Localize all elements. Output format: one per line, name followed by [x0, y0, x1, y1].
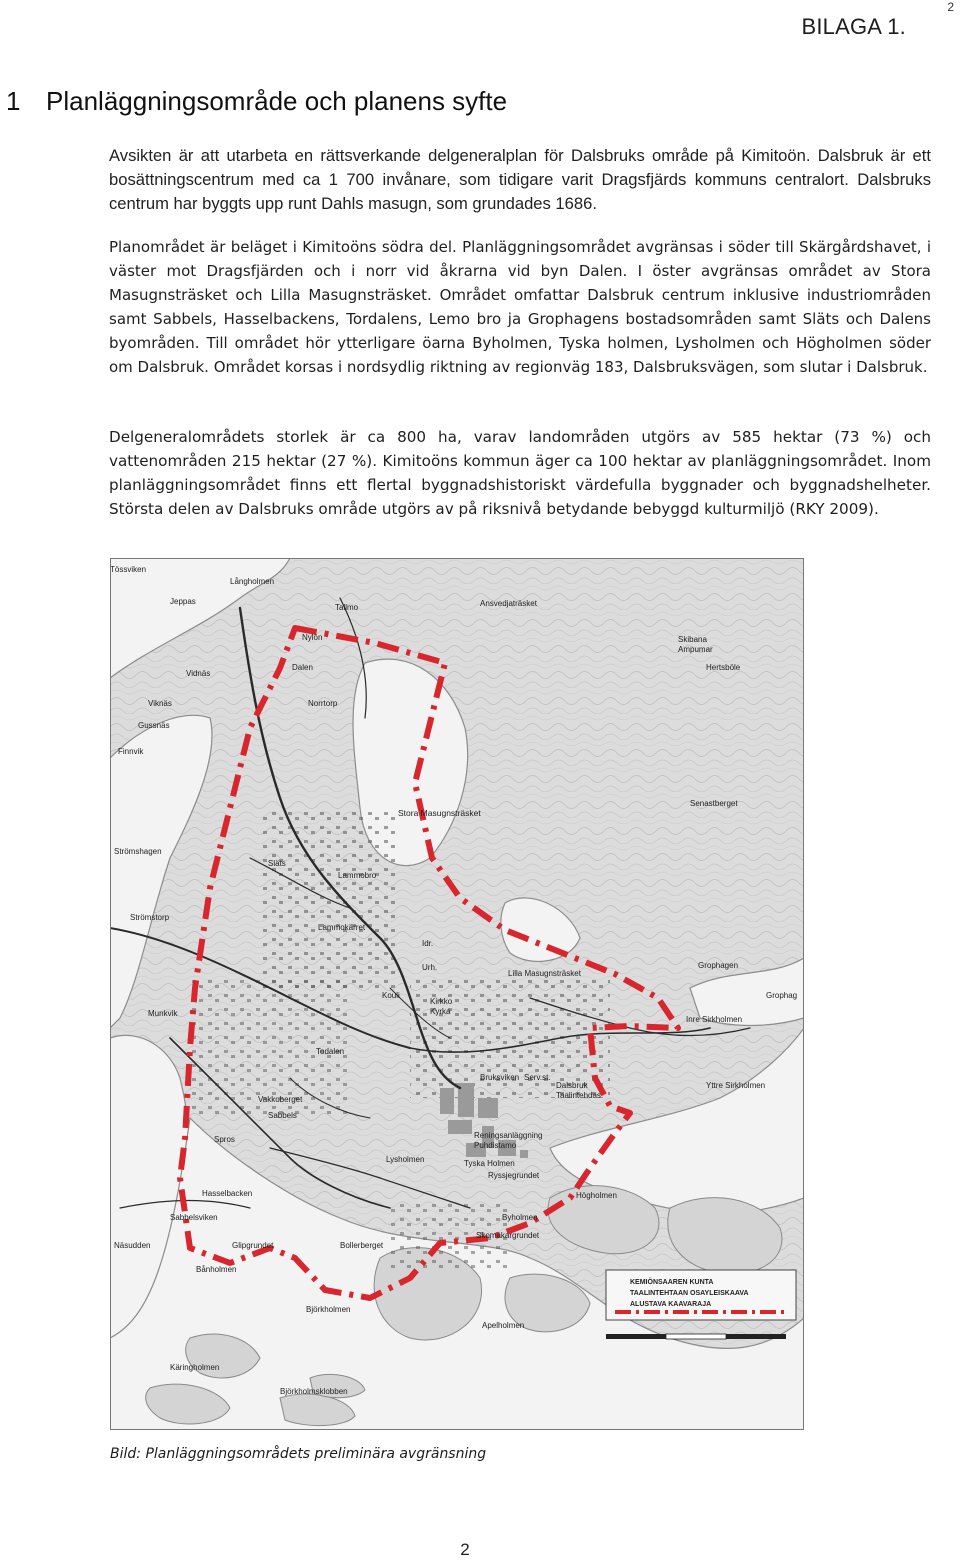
label-tallmo: Tallmo: [335, 603, 359, 612]
label-stora-masugnstrasket: Stora Masugnsträsket: [398, 808, 481, 818]
label-grophagen: Grophagen: [698, 961, 739, 970]
label-stromshagen: Strömshagen: [114, 847, 162, 856]
label-kouli: Kouli: [382, 991, 400, 1000]
label-hogholmen: Högholmen: [576, 1191, 617, 1200]
label-apelholmen: Apelholmen: [482, 1321, 525, 1330]
label-inre-sirkholmen: Inre Sirkholmen: [686, 1015, 743, 1024]
label-norrtorp: Norrtorp: [308, 699, 338, 708]
label-senastberget: Senastberget: [690, 799, 738, 808]
label-vidnas: Vidnäs: [186, 669, 211, 678]
label-jeppas: Jeppas: [170, 597, 196, 606]
label-taalintehdas: Taalintehdas: [556, 1091, 601, 1100]
section-title: Planläggningsområde och planens syfte: [46, 86, 508, 116]
label-nasudden: Näsudden: [114, 1241, 151, 1250]
scale-bar: [606, 1334, 786, 1339]
label-lammokarret: Lammokärret: [318, 923, 366, 932]
label-tyska-holmen: Tyska Holmen: [464, 1159, 515, 1168]
label-skibana: Skibana: [678, 635, 707, 644]
label-ryssjegrundet: Ryssjegrundet: [488, 1171, 540, 1180]
label-sabbels: Sabbels: [268, 1111, 297, 1120]
label-bollerberget: Bollerberget: [340, 1241, 384, 1250]
label-vakkoberget: Vakkoberget: [258, 1095, 303, 1104]
label-dalen: Dalen: [292, 663, 313, 672]
label-kyrka: Kyrka: [430, 1007, 451, 1016]
map-legend: [606, 1270, 796, 1320]
label-langholmen: Långholmen: [230, 577, 275, 586]
label-viknas: Viknäs: [148, 699, 172, 708]
label-munkvik: Munkvik: [148, 1009, 178, 1018]
label-todalen: Todalen: [316, 1047, 345, 1056]
section-number: 1: [6, 86, 21, 116]
label-finnvik: Finnvik: [118, 747, 144, 756]
label-spros: Spros: [214, 1135, 235, 1144]
corner-page-number: 2: [947, 0, 954, 14]
label-bjorkholmen: Björkholmen: [306, 1305, 351, 1314]
plan-area-map: [110, 558, 804, 1430]
label-hasselbacken: Hasselbacken: [202, 1189, 253, 1198]
label-grophag: Grophag: [766, 991, 798, 1000]
label-sabbelsviken: Sabbelsviken: [170, 1213, 218, 1222]
label-ampumar: Ampumar: [678, 645, 713, 654]
label-skomakargrundet: Skomakargrundet: [476, 1231, 540, 1240]
paragraph-intro: Avsikten är att utarbeta en rättsverkande delgeneralplan för Dalsbruks område på Kimitoön. Dalsbruk är ett bosättningscentrum med ca 1 700 invånare, som tidigare varit Dragsfjärds kommuns centralort. Dalsbruks centrum har byggts upp runt Dahls masugn, som grundades 1686.: [109, 146, 931, 213]
label-banholmen: Bånholmen: [196, 1265, 237, 1274]
annex-label: BILAGA 1.: [801, 14, 906, 39]
legend-line-3: ALUSTAVA KAAVARAJA: [630, 1301, 712, 1308]
label-kirkko: Kirkko: [430, 997, 453, 1006]
legend-line-2: TAALINTEHTAAN OSAYLEISKAAVA: [630, 1290, 749, 1297]
label-hertsbole: Hertsböle: [706, 663, 741, 672]
label-bruksviken: Bruksviken: [480, 1073, 520, 1082]
label-nylon: Nylön: [302, 633, 323, 642]
label-yttre-sirkholmen: Yttre Sirkholmen: [706, 1081, 766, 1090]
label-urh: Urh.: [422, 963, 438, 972]
label-slats: Släts: [268, 859, 286, 868]
paragraph-location: Planområdet är beläget i Kimitoöns södra del. Planläggningsområdet avgränsas i söder till Skärgårdshavet, i väster mot Dragsfjärden och i norr vid åkrarna vid byn Dalen. I öster avgränsas området av Stora Masugnsträsket och Lilla Masugnsträsket. Området omfattar Dalsbruk centrum inklusive industriområden samt Sabbels, Hasselbackens, Tordalens, Lemo bro ja Grophagens bostadsområden samt Släts och Dalens byområden. Till området hör ytterligare öarna Byholmen, Tyska holmen, Lysholmen och Högholmen söder om Dalsbruk. Området korsas i nordsydlig riktning av regionväg 183, Dalsbruksvägen, som slutar i Dalsbruk.: [109, 238, 931, 376]
label-byholmen: Byholmen: [502, 1213, 538, 1222]
label-lilla-masugnstrasket: Lilla Masugnsträsket: [508, 969, 581, 978]
section-heading: [6, 86, 507, 117]
legend-line-1: KEMIÖNSAAREN KUNTA: [630, 1279, 714, 1286]
label-stromstorp: Strömstorp: [130, 913, 170, 922]
label-ansvedjatrasket: Ansvedjaträsket: [480, 599, 537, 608]
page-number: 2: [460, 1540, 470, 1559]
label-lammobro: Lammobro: [338, 871, 377, 880]
figure-caption: Bild: Planläggningsområdets preliminära avgränsning: [110, 1446, 487, 1462]
label-idr: Idr.: [422, 939, 434, 948]
label-bjorkholmsklobben: Björkholmsklobben: [280, 1387, 348, 1396]
label-gussnas: Gussnäs: [138, 721, 170, 730]
label-dalsbruk: Dalsbruk: [556, 1081, 588, 1090]
label-tossviken: Tössviken: [110, 565, 147, 574]
paragraph-area: Delgeneralområdets storlek är ca 800 ha, varav landområden utgörs av 585 hektar (73 %) och vattenområden 215 hektar (27 %). Kimitoöns kommun äger ca 100 hektar av planläggningsområdet. Inom planläggningsområdet finns ett flertal byggnadshistoriskt värdefulla byggnader och byggnadshelheter. Största delen av Dalsbruks område utgörs av på riksnivå betydande bebyggd kulturmiljö (RKY 2009).: [109, 428, 931, 518]
label-puhdistamo: Puhdistamo: [474, 1141, 517, 1150]
label-glipgrundet: Glipgrundet: [232, 1241, 274, 1250]
label-reningsanlaggning: Reningsanläggning: [474, 1131, 543, 1140]
label-karingholmen: Käringholmen: [170, 1363, 220, 1372]
label-lysholmen: Lysholmen: [386, 1155, 425, 1164]
label-serv: Serv.st.: [524, 1073, 551, 1082]
